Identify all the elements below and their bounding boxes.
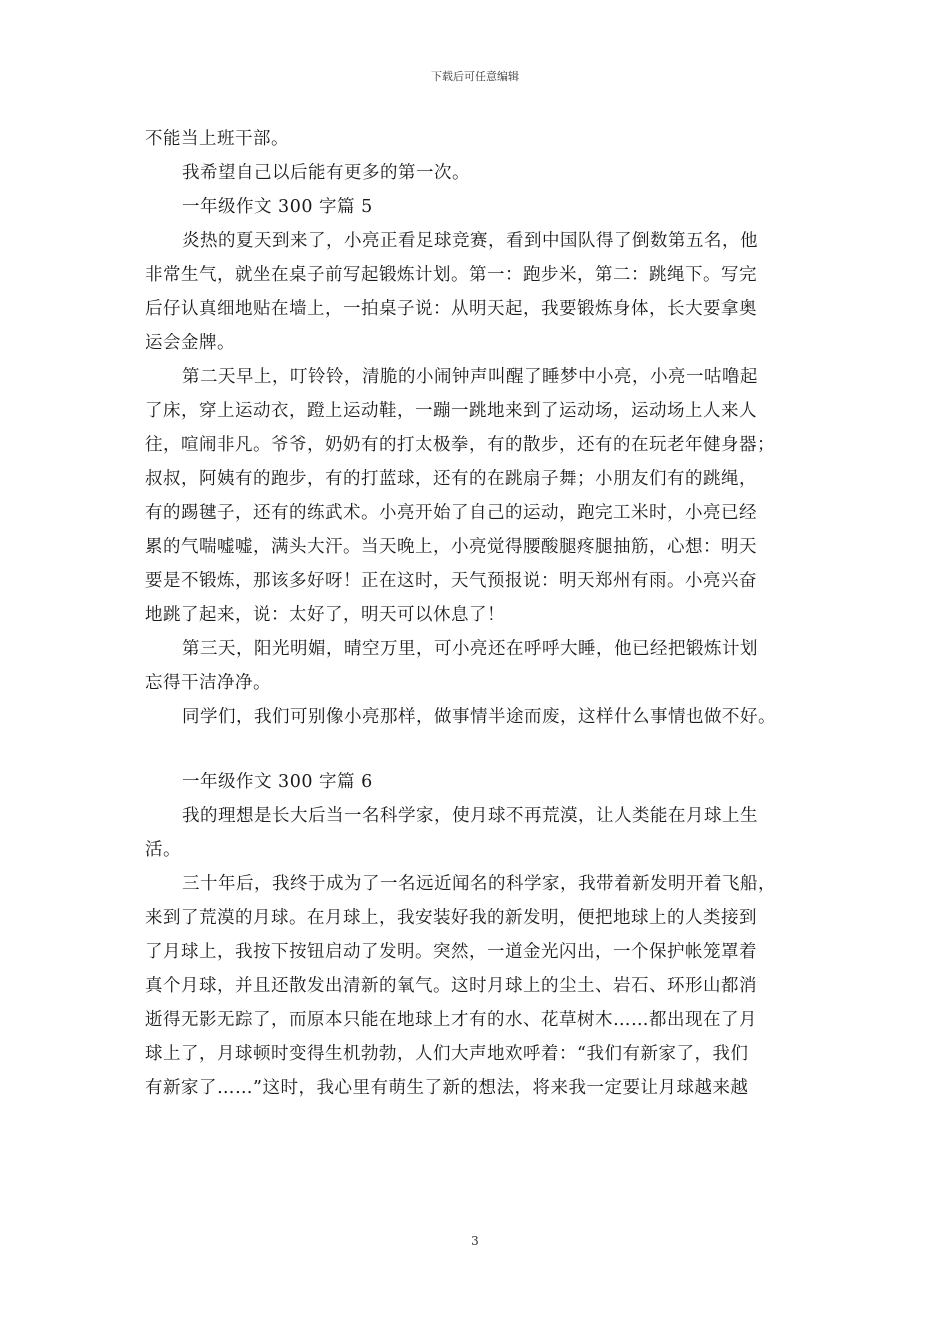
paragraph-line: 了月球上，我按下按钮启动了发明。突然，一道金光闪出，一个保护帐笼罩着 xyxy=(145,942,757,962)
paragraph-gap xyxy=(145,734,810,765)
paragraph-line: 三十年后，我终于成为了一名远近闻名的科学家，我带着新发明开着飞船， xyxy=(182,874,776,894)
paragraph-line: 我的理想是长大后当一名科学家，使月球不再荒漠，让人类能在月球上生 xyxy=(182,806,758,826)
paragraph-line: 地跳了起来，说：太好了，明天可以休息了！ xyxy=(145,605,505,625)
section-heading: 一年级作文 300 字篇 6 xyxy=(182,772,373,792)
paragraph-line: 非常生气，就坐在桌子前写起锻炼计划。第一：跑步米，第二：跳绳下。写完 xyxy=(145,265,757,285)
paragraph-line: 炎热的夏天到来了，小亮正看足球竞赛，看到中国队得了倒数第五名，他 xyxy=(182,231,758,251)
paragraph-line: 了床，穿上运动衣，蹬上运动鞋，一蹦一跳地来到了运动场，运动场上人来人 xyxy=(145,401,757,421)
paragraph-line: 运会金牌。 xyxy=(145,333,235,353)
paragraph-line: 来到了荒漠的月球。在月球上，我安装好我的新发明，便把地球上的人类接到 xyxy=(145,908,757,928)
page-header: 下载后可任意编辑 xyxy=(431,70,519,83)
paragraph-line: 累的气喘嘘嘘，满头大汗。当天晚上，小亮觉得腰酸腿疼腿抽筋，心想：明天 xyxy=(145,537,757,557)
paragraph-line: 有的踢毽子，还有的练武术。小亮开始了自己的运动，跑完工米时，小亮已经 xyxy=(145,503,757,523)
section-heading: 一年级作文 300 字篇 5 xyxy=(182,197,373,217)
paragraph-line: 活。 xyxy=(145,840,181,860)
paragraph-line: 叔叔，阿姨有的跑步，有的打蓝球，还有的在跳扇子舞；小朋友们有的跳绳， xyxy=(145,469,757,489)
paragraph-line: 忘得干洁净净。 xyxy=(145,673,271,693)
paragraph-line: 第二天早上，叮铃铃，清脆的小闹钟声叫醒了睡梦中小亮，小亮一咕噜起 xyxy=(182,367,758,387)
paragraph-line: 我希望自己以后能有更多的第一次。 xyxy=(182,163,470,183)
paragraph-line: 第三天，阳光明媚，晴空万里，可小亮还在呼呼大睡，他已经把锻炼计划 xyxy=(182,639,758,659)
paragraph-line: 真个月球，并且还散发出清新的氧气。这时月球上的尘土、岩石、环形山都消 xyxy=(145,976,757,996)
document-body xyxy=(145,122,810,1105)
paragraph-line: 逝得无影无踪了，而原本只能在地球上才有的水、花草树木……都出现在了月 xyxy=(145,1010,757,1030)
paragraph-line: 要是不锻炼，那该多好呀！正在这时，天气预报说：明天郑州有雨。小亮兴奋 xyxy=(145,571,757,591)
page-number: 3 xyxy=(471,1234,479,1248)
paragraph-line: 不能当上班干部。 xyxy=(145,129,289,149)
paragraph-line: 同学们，我们可别像小亮那样，做事情半途而废，这样什么事情也做不好。 xyxy=(182,707,776,727)
paragraph-line: 往，喧闹非凡。爷爷，奶奶有的打太极拳，有的散步，还有的在玩老年健身器； xyxy=(145,435,775,455)
paragraph-line: 球上了，月球顿时变得生机勃勃，人们大声地欢呼着：“我们有新家了，我们 xyxy=(145,1044,749,1064)
paragraph-line: 有新家了……”这时，我心里有萌生了新的想法，将来我一定要让月球越来越 xyxy=(145,1078,749,1098)
paragraph-line: 后仔认真细地贴在墙上，一拍桌子说：从明天起，我要锻炼身体，长大要拿奥 xyxy=(145,299,757,319)
